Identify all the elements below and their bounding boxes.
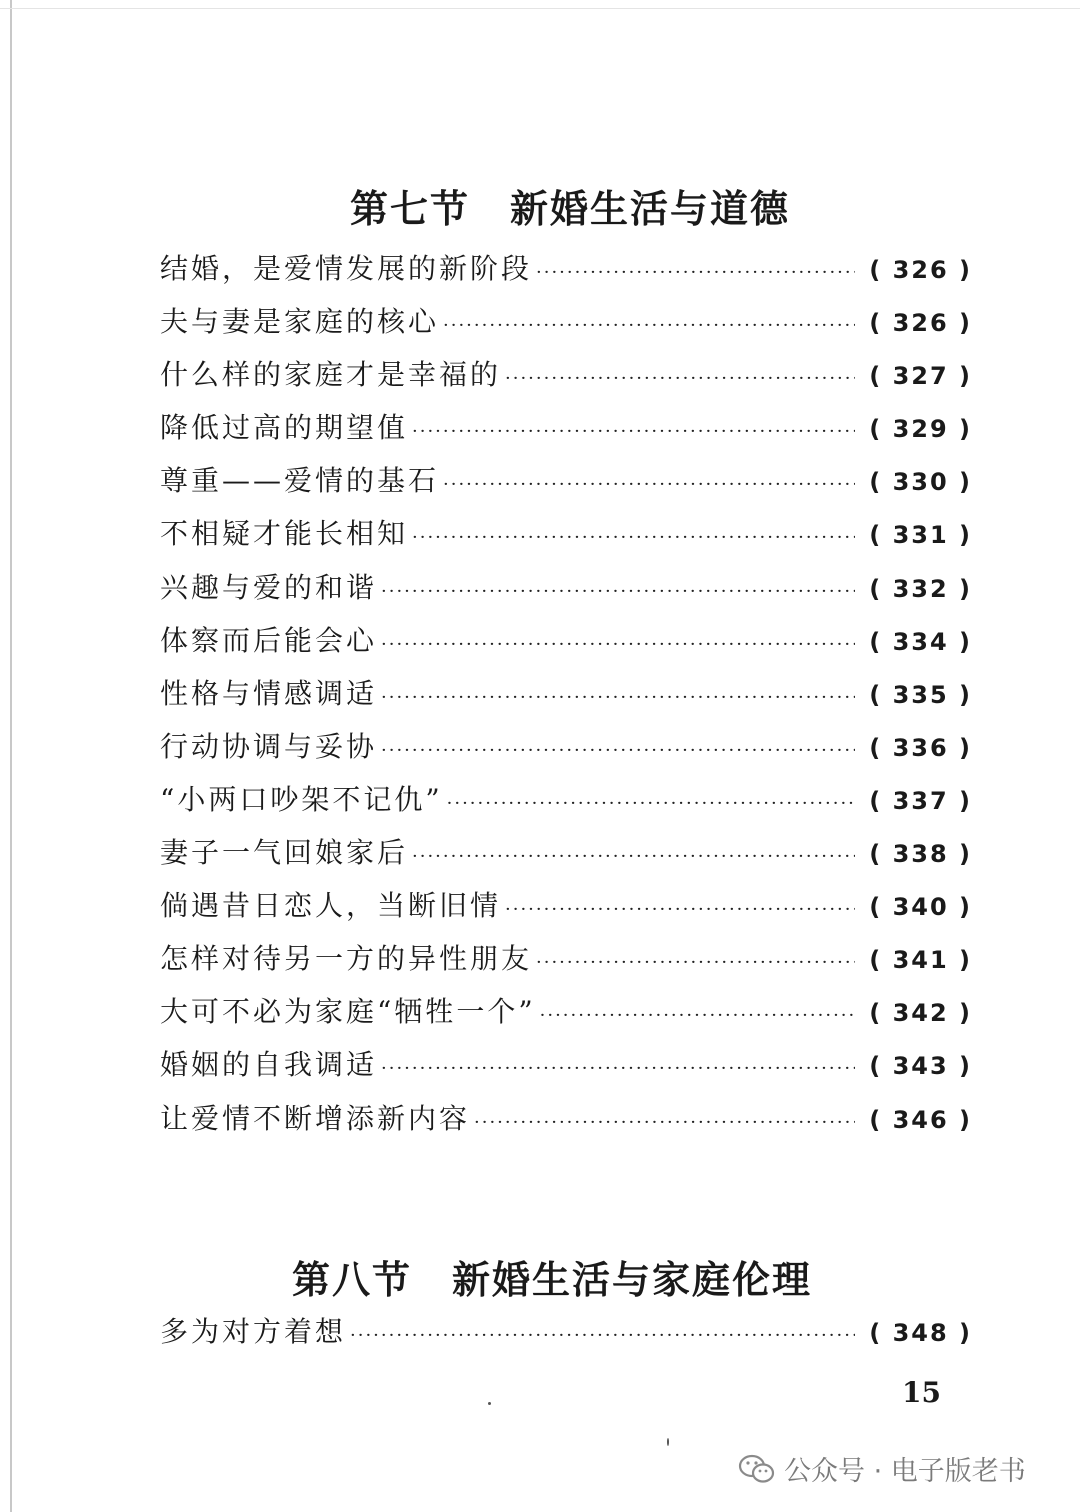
dot-leader [443, 458, 855, 511]
toc-entry-title: 妻子一气回娘家后 [160, 836, 409, 870]
watermark [738, 1449, 1026, 1488]
toc-entry-title: 什么样的家庭才是幸福的 [160, 358, 502, 392]
dot-leader [381, 618, 855, 671]
toc-entry-title: 行动协调与妥协 [160, 729, 378, 763]
toc-entry-page: ( 331 ) [869, 521, 972, 550]
dot-leader [505, 352, 855, 405]
dot-leader [350, 1309, 855, 1362]
toc-entry[interactable] [160, 348, 972, 401]
toc-entry-page: ( 334 ) [869, 627, 972, 656]
dot-leader [474, 1096, 855, 1149]
toc-entry[interactable] [160, 1038, 972, 1091]
toc-entry[interactable] [160, 561, 972, 614]
toc-entry-title: 大可不必为家庭“牺牲一个” [160, 995, 536, 1029]
toc-entry-title: 降低过高的期望值 [160, 411, 409, 445]
toc-entry[interactable] [160, 295, 972, 348]
toc-entry[interactable] [160, 401, 972, 454]
dot-leader [536, 246, 855, 299]
toc-entry-page: ( 338 ) [869, 840, 972, 869]
dot-leader [505, 883, 855, 936]
toc-entry-page: ( 340 ) [869, 893, 972, 922]
toc-entry-title: “小两口吵架不记仇” [160, 782, 443, 816]
toc-entry[interactable] [160, 1305, 972, 1358]
dot-leader [381, 565, 855, 618]
toc-entry[interactable] [160, 507, 972, 560]
watermark-text: 公众号 · 电子版老书 [784, 1456, 1026, 1487]
toc-entry-page: ( 335 ) [869, 680, 972, 709]
toc-entry[interactable] [160, 1092, 972, 1145]
toc-entry-title: 兴趣与爱的和谐 [160, 570, 378, 604]
toc-entry[interactable] [160, 932, 972, 985]
dot-leader [536, 936, 855, 989]
toc-entry-page: ( 336 ) [869, 733, 972, 762]
toc-entry-page: ( 326 ) [869, 256, 972, 284]
scan-edge [0, 8, 1080, 9]
scan-speck [488, 1402, 491, 1405]
toc-entry-title: 体察而后能会心 [160, 623, 378, 657]
dot-leader [447, 777, 856, 830]
toc-entry-page: ( 342 ) [869, 999, 972, 1028]
toc-entry[interactable] [160, 454, 972, 507]
page-number: 15 [902, 1376, 941, 1409]
toc-entry[interactable] [160, 879, 972, 932]
scan-speck [667, 1438, 669, 1446]
dot-leader [412, 830, 855, 883]
dot-leader [412, 511, 855, 564]
section-heading: 第七节 新婚生活与道德 [349, 186, 790, 231]
toc-entry[interactable] [160, 985, 972, 1038]
wechat-icon [738, 1453, 776, 1485]
toc-entry-title: 倘遇昔日恋人，当断旧情 [160, 889, 502, 923]
dot-leader [540, 989, 856, 1042]
toc-entry-page: ( 332 ) [869, 574, 972, 603]
toc-entry-page: ( 341 ) [869, 946, 972, 975]
dot-leader [381, 1042, 855, 1095]
toc-entry-title: 夫与妻是家庭的核心 [160, 305, 440, 339]
toc-entry[interactable] [160, 242, 972, 295]
dot-leader [381, 671, 855, 724]
toc-entry-title: 不相疑才能长相知 [160, 517, 409, 551]
toc-entry-page: ( 346 ) [869, 1105, 972, 1134]
toc-entry[interactable] [160, 826, 972, 879]
toc-list [160, 242, 972, 1145]
toc-list [160, 1305, 972, 1358]
toc-entry-title: 性格与情感调适 [160, 676, 378, 710]
toc-entry-title: 多为对方着想 [160, 1315, 347, 1348]
toc-entry-page: ( 337 ) [869, 786, 972, 815]
toc-entry-title: 尊重——爱情的基石 [160, 464, 440, 498]
toc-entry-page: ( 329 ) [869, 415, 972, 444]
toc-entry-title: 婚姻的自我调适 [160, 1048, 378, 1082]
dot-leader [443, 299, 855, 352]
dot-leader [381, 724, 855, 777]
toc-entry-page: ( 330 ) [869, 468, 972, 497]
toc-entry[interactable] [160, 614, 972, 667]
toc-entry[interactable] [160, 773, 972, 826]
toc-entry-page: ( 327 ) [869, 362, 972, 391]
dot-leader [412, 405, 855, 458]
toc-entry-page: ( 348 ) [869, 1319, 972, 1347]
toc-entry-title: 怎样对待另一方的异性朋友 [160, 942, 533, 976]
section-heading: 第八节 新婚生活与家庭伦理 [291, 1257, 812, 1302]
toc-entry-title: 让爱情不断增添新内容 [160, 1101, 471, 1135]
toc-entry-title: 结婚，是爱情发展的新阶段 [160, 252, 533, 285]
toc-entry-page: ( 326 ) [869, 309, 972, 338]
toc-entry[interactable] [160, 667, 972, 720]
toc-entry-page: ( 343 ) [869, 1052, 972, 1081]
toc-entry[interactable] [160, 720, 972, 773]
